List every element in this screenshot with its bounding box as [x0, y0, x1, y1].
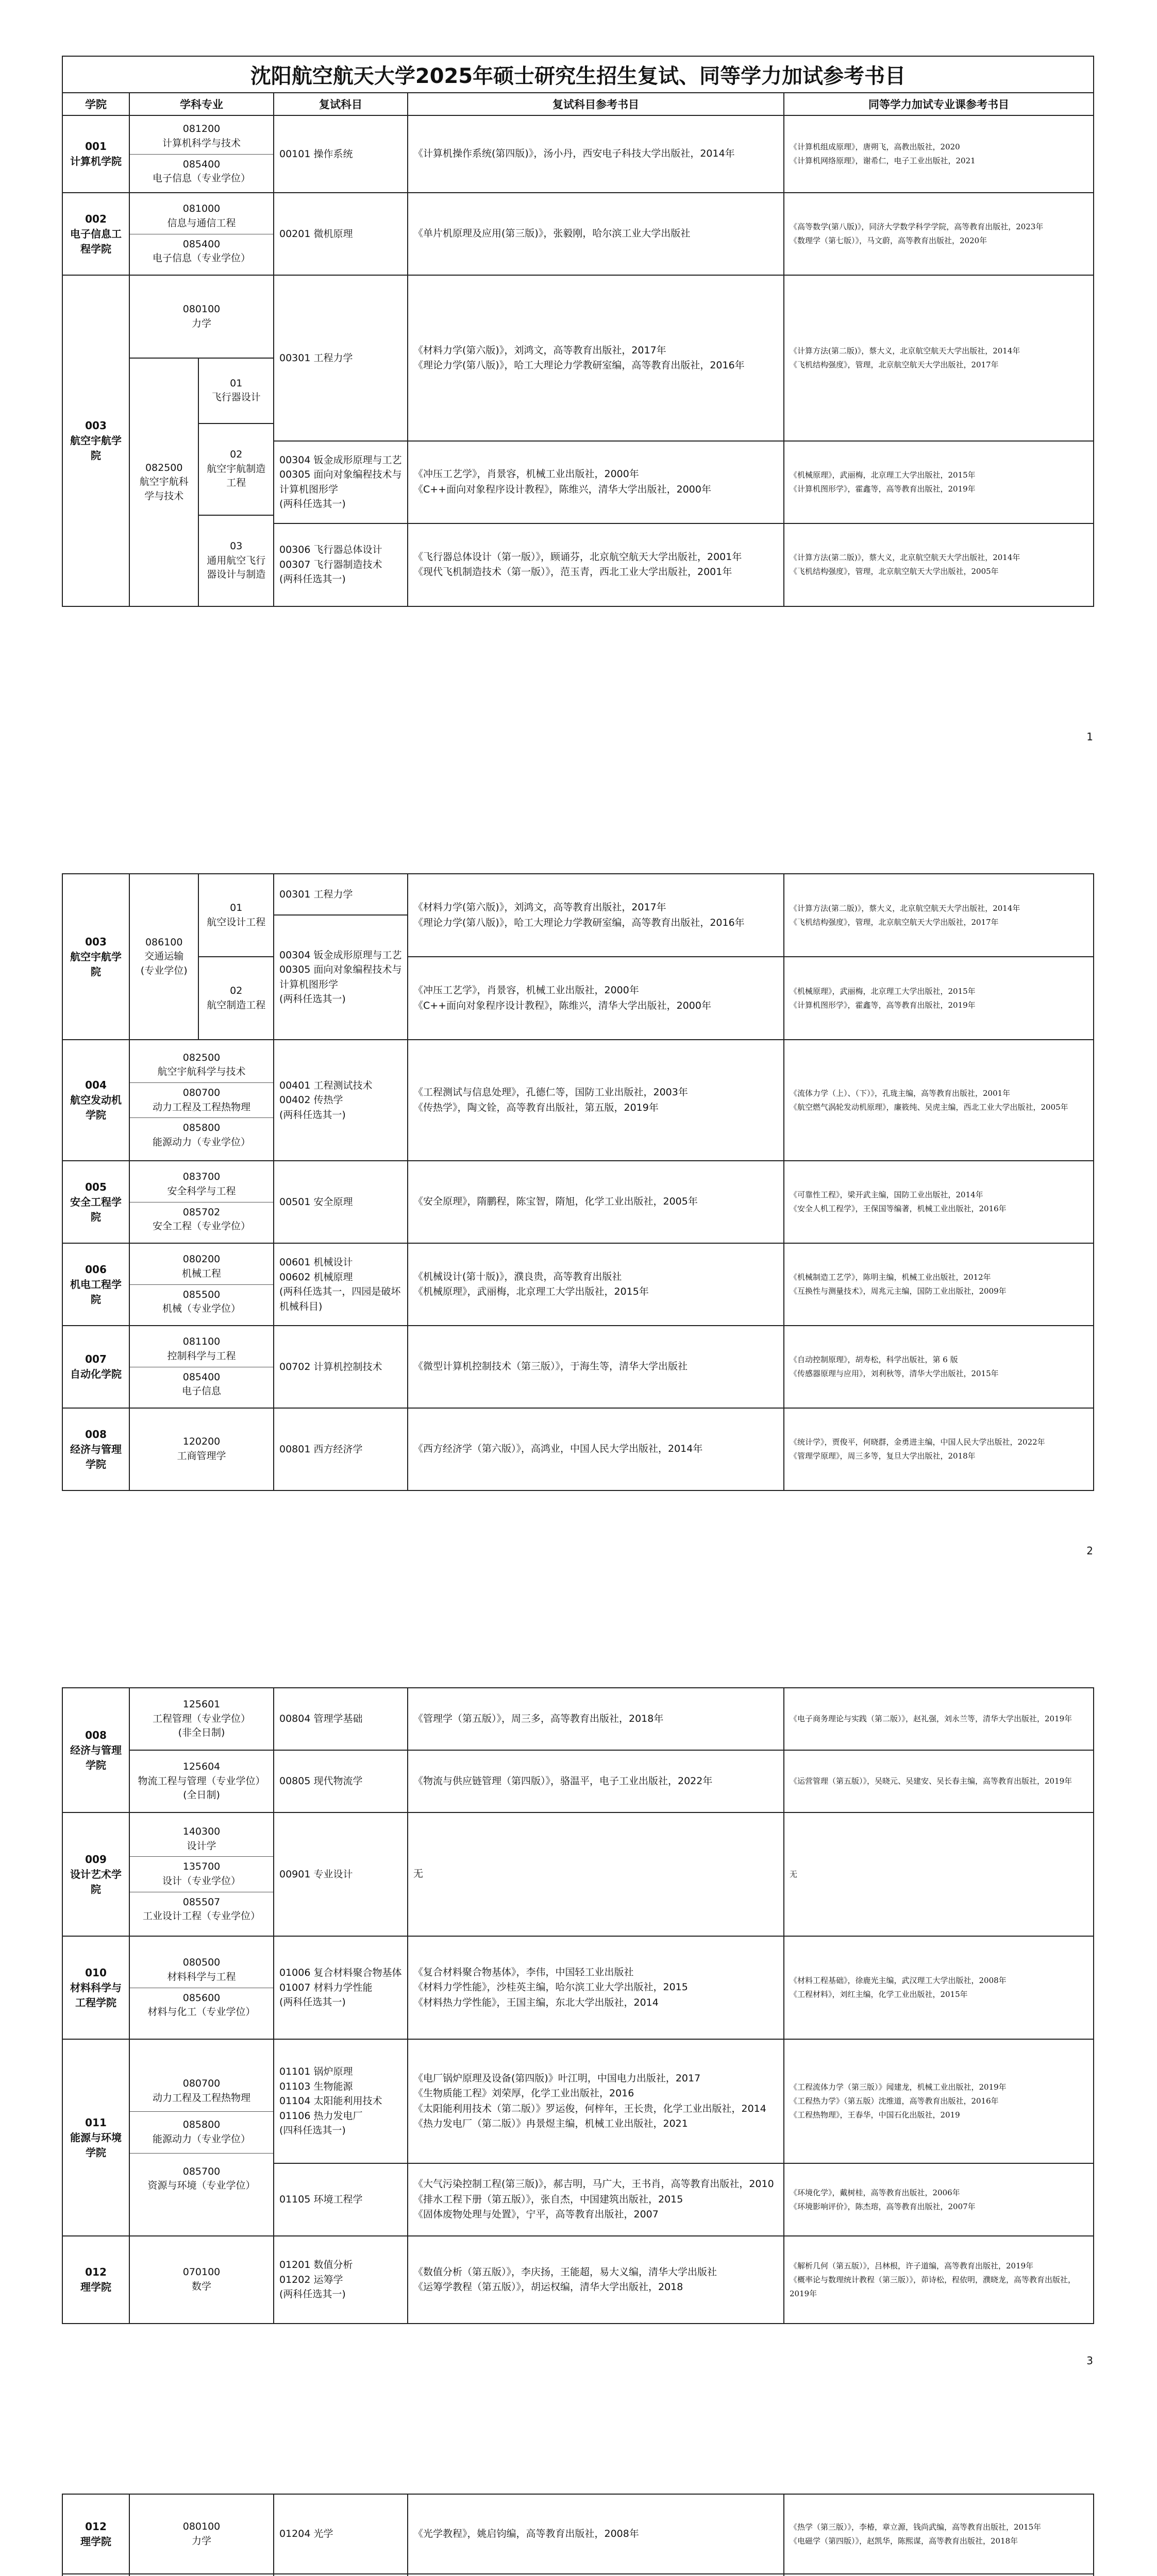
ref-cell: 《计算机组成原理》，唐朔飞，高教出版社，2020 《计算机网络原理》，谢希仁，电子工业出版社，2021: [784, 115, 1094, 193]
books-cell: 《安全原理》，隋鹏程，陈宝智，隋旭，化学工业出版社，2005年: [408, 1161, 784, 1243]
major-item: 082500 航空宇航科学与技术: [130, 1048, 273, 1083]
page-number: 1: [1086, 731, 1093, 743]
subject-cell: 00901 专业设计: [274, 1812, 408, 1936]
page-4: [62, 2494, 1093, 2576]
major-cell: 120200 工商管理学: [129, 1408, 274, 1490]
table-page-3: [62, 1687, 1094, 2324]
subject-item: 00306 飞行器总体设计 00307 飞行器制造技术 (两科任选其一): [279, 544, 382, 585]
subject-cell: [274, 2574, 408, 2576]
college-cell: [62, 2574, 129, 2576]
major-cell: [129, 275, 274, 606]
college-cell: 007 自动化学院: [62, 1326, 129, 1408]
page-title: 沈阳航空航天大学2025年硕士研究生招生复试、同等学力加试参考书目: [62, 56, 1094, 93]
books-cell: [408, 2574, 784, 2576]
subject-cell: 01201 数值分析 01202 运筹学 (两科任选其一): [274, 2236, 408, 2324]
major-cell: [129, 1040, 274, 1161]
major-cell: [129, 1812, 274, 1936]
major-item: 085400 电子信息: [181, 1371, 221, 1397]
subject-cell: 00101 操作系统: [274, 115, 408, 193]
page-number: 2: [1086, 1545, 1093, 1557]
major-cell: 080100 力学: [129, 2494, 274, 2574]
books-cell: 《数值分析（第五版）》，李庆扬，王能超，易大义编，清华大学出版社 《运筹学教程（第五版）》，胡运权编，清华大学出版社，2018: [408, 2236, 784, 2324]
college-cell: 006 机电工程学院: [62, 1243, 129, 1326]
major-item: 081000 信息与通信工程: [130, 199, 273, 234]
major-item: 085700 资源与环境（专业学位）: [147, 2165, 256, 2192]
header-ref: 同等学力加试专业课参考书目: [784, 93, 1094, 115]
major-cell: [129, 115, 274, 193]
major-item: 086100 交通运输 (专业学位): [130, 874, 198, 1039]
ref-item: 《环境化学》，戴树桂，高等教育出版社，2006年 《环境影响评价》，陈杰瑢，高等教育出版社，2007年: [790, 2188, 976, 2211]
books-cell: 《单片机原理及应用(第三版)》，张毅刚，哈尔滨工业大学出版社: [408, 193, 784, 275]
books-item: 《管理学（第五版）》，周三多，高等教育出版社，2018年: [408, 1688, 783, 1750]
ref-cell: 《自动控制原理》，胡寿松，科学出版社，第 6 版 《传感器原理与应用》，刘利秋等，清华大学出版社，2015年: [784, 1326, 1094, 1408]
ref-cell: 《材料工程基础》，徐鹿光主编，武汉理工大学出版社，2008年 《工程材料》，刘红主编，化学工业出版社，2015年: [784, 1936, 1094, 2039]
books-item: 《冲压工艺学》，肖景容，机械工业出版社，2000年 《C++面向对象程序设计教程》，陈维兴，清华大学出版社，2000年: [413, 985, 711, 1011]
ref-cell: 《高等数学(第八版)》，同济大学数学科学学院，高等教育出版社，2023年 《数理学（第七版）》，马文蔚，高等教育出版社，2020年: [784, 193, 1094, 275]
subject-cell: 00501 安全原理: [274, 1161, 408, 1243]
subject-cell: 00801 西方经济学: [274, 1408, 408, 1490]
subject-item: 00304 钣金成形原理与工艺 00305 面向对象编程技术与计算机图形学 (两科任选其一): [279, 949, 402, 1005]
college-cell: 005 安全工程学院: [62, 1161, 129, 1243]
books-item: 《材料力学(第六版)》，刘鸿文，高等教育出版社，2017年 《理论力学(第八版)》，哈工大理论力学教研室编，高等教育出版社，2016年: [408, 276, 783, 441]
direction-item: 01 航空设计工程: [199, 874, 273, 957]
major-cell: [129, 1326, 274, 1408]
ref-cell: 《解析几何（第五版）》，吕林根，许子道编，高等教育出版社，2019年 《概率论与数理统计教程（第三版）》，茆诗松，程依明，濮晓龙，高等教育出版社，2019年: [784, 2236, 1094, 2324]
college-cell: 004 航空发动机学院: [62, 1040, 129, 1161]
books-cell: 《机械设计(第十版)》，濮良贵，高等教育出版社 《机械原理》，武丽梅，北京理工大学出版社，2015年: [408, 1243, 784, 1326]
major-item: 082500 航空宇航科学与技术: [130, 358, 198, 606]
books-cell: 《微型计算机控制技术（第三版）》，于海生等，清华大学出版社: [408, 1326, 784, 1408]
major-item: 085702 安全工程（专业学位）: [152, 1206, 250, 1232]
major-item: 085800 能源动力（专业学位）: [152, 1122, 250, 1148]
college-cell: 012 理学院: [62, 2236, 129, 2324]
major-item: 085800 能源动力（专业学位）: [130, 2112, 273, 2153]
books-item: 《飞行器总体设计（第一版）》，顾诵芬，北京航空航天大学出版社，2001年 《现代飞机制造技术（第一版）》，范玉青，西北工业大学出版社，2001年: [413, 551, 742, 578]
major-item: 080200 机械工程: [130, 1249, 273, 1284]
page-3: [62, 1687, 1093, 2324]
college-cell: 003 航空宇航学院: [62, 874, 129, 1040]
college-cell: 010 材料科学与工程学院: [62, 1936, 129, 2039]
college-cell: 008 经济与管理学院: [62, 1688, 129, 1812]
page-number: 3: [1086, 2354, 1093, 2367]
ref-cell: [784, 874, 1094, 1040]
major-item: 083700 安全科学与工程: [130, 1167, 273, 1202]
books-cell: [408, 275, 784, 606]
college-cell: 009 设计艺术学院: [62, 1812, 129, 1936]
header-subject: 复试科目: [274, 93, 408, 115]
subject-item: 01101 锅炉原理 01103 生物能源 01104 太阳能利用技术 01106 热力发电厂 (四科任选其一): [274, 2040, 407, 2163]
major-item: 085400 电子信息（专业学位）: [152, 238, 250, 264]
subject-cell: [274, 1688, 408, 1812]
major-item: 125601 工程管理（专业学位） (非全日制): [130, 1688, 273, 1750]
header-major: 学科专业: [129, 93, 274, 115]
subject-cell: 00702 计算机控制技术: [274, 1326, 408, 1408]
books-cell: 《计算机操作系统(第四版)》，汤小丹，西安电子科技大学出版社，2014年: [408, 115, 784, 193]
page-2: [62, 873, 1093, 1491]
books-item: 《材料力学(第六版)》，刘鸿文，高等教育出版社，2017年 《理论力学(第八版)》，哈工大理论力学教研室编，高等教育出版社，2016年: [408, 874, 783, 957]
subject-cell: [274, 2039, 408, 2236]
ref-cell: [784, 275, 1094, 606]
major-cell: [129, 1243, 274, 1326]
major-item: 080100 力学: [130, 276, 273, 358]
ref-item: 《电子商务理论与实践（第二版）》，赵礼强，刘永兰等，清华大学出版社，2019年: [784, 1688, 1093, 1750]
subject-cell: 00601 机械设计 00602 机械原理 (两科任选其一，四园是破坏机械科目): [274, 1243, 408, 1326]
subject-item: 00804 管理学基础: [274, 1688, 407, 1750]
major-item: 135700 设计（专业学位）: [130, 1857, 273, 1892]
books-cell: [408, 1688, 784, 1812]
subject-item: 00805 现代物流学: [279, 1775, 363, 1787]
ref-cell: [784, 2039, 1094, 2236]
table-page-4: [62, 2494, 1094, 2576]
books-cell: [408, 874, 784, 1040]
major-cell: [129, 874, 274, 1040]
books-cell: 《复合材料聚合物基体》，李伟，中国轻工业出版社 《材料力学性能》，沙桂英主编，哈尔滨工业大学出版社，2015 《材料热力学性能》，王国主编，东北大学出版社，2014: [408, 1936, 784, 2039]
page-1: [62, 56, 1093, 607]
college-cell: 001 计算机学院: [62, 115, 129, 193]
college-cell: 012 理学院: [62, 2494, 129, 2574]
ref-cell: 《可靠性工程》，梁开武主编，国防工业出版社，2014年 《安全人机工程学》，王保国等编著，机械工业出版社，2016年: [784, 1161, 1094, 1243]
subject-item: 00301 工程力学: [274, 874, 407, 915]
ref-item: 《计算方法(第二版)》，蔡大义，北京航空航天大学出版社，2014年 《飞机结构强度》，管理，北京航空航天大学出版社，2005年: [790, 553, 1020, 576]
books-item: 《电厂锅炉原理及设备(第四版)》叶江明，中国电力出版社，2017 《生物质能工程》刘荣厚，化学工业出版社，2016 《太阳能利用技术（第二版）》罗运俊，何梓年，王长贵，化学工业出版社，2014 《热力发电厂（第二版）》冉景煜主编，机械工业出版社，2021: [408, 2040, 783, 2163]
college-cell: 002 电子信息工程学院: [62, 193, 129, 275]
subject-cell: [274, 275, 408, 606]
major-cell: [129, 2039, 274, 2236]
major-item: 125604 物流工程与管理（专业学位） (全日制): [138, 1761, 265, 1801]
major-item: 080500 材料科学与工程: [130, 1953, 273, 1988]
major-item: 080700 动力工程及工程热物理: [130, 2071, 273, 2112]
ref-item: 《机械原理》，武丽梅，北京理工大学出版社，2015年 《计算机图形学》，霍鑫等，高等教育出版社，2019年: [790, 986, 976, 1010]
header-college: 学院: [62, 93, 129, 115]
subject-item: 00304 钣金成形原理与工艺 00305 面向对象编程技术与计算机图形学 (两科任选其一): [274, 441, 407, 523]
ref-cell: 《机械制造工艺学》，陈明主编，机械工业出版社，2012年 《互换性与测量技术》，周兆元主编，国防工业出版社，2009年: [784, 1243, 1094, 1326]
ref-cell: 《流体力学（上）、（下）》，孔珑主编，高等教育出版社，2001年 《航空燃气涡轮发动机原理》，廉筱纯、吴虎主编，西北工业大学出版社，2005年: [784, 1040, 1094, 1161]
ref-cell: 《统计学》，贾俊平，何晓群，金勇进主编，中国人民大学出版社，2022年 《管理学原理》，周三多等，复旦大学出版社，2018年: [784, 1408, 1094, 1490]
major-cell: [129, 193, 274, 275]
college-cell: 003 航空宇航学院: [62, 275, 129, 606]
major-item: 081200 计算机科学与技术: [130, 119, 273, 154]
subject-cell: 00201 微机原理: [274, 193, 408, 275]
subject-item: 00301 工程力学: [274, 276, 407, 441]
ref-item: 《计算方法(第二版)》，蔡大义，北京航空航天大学出版社，2014年 《飞机结构强度》，管理，北京航空航天大学出版社，2017年: [784, 874, 1093, 957]
direction-item: 03 通用航空飞行器设计与制造: [207, 540, 266, 581]
major-item: 080700 动力工程及工程热物理: [130, 1083, 273, 1118]
major-cell: [129, 1688, 274, 1812]
ref-cell: [784, 1688, 1094, 1812]
books-item: 《冲压工艺学》，肖景容，机械工业出版社，2000年 《C++面向对象程序设计教程》，陈维兴，清华大学出版社，2000年: [408, 441, 783, 523]
direction-item: 02 航空宇航制造工程: [199, 423, 273, 515]
books-cell: 《西方经济学（第六版）》，高鸿业，中国人民大学出版社，2014年: [408, 1408, 784, 1490]
ref-cell: 《热学（第三版）》，李椿，章立源，钱尚武编，高等教育出版社，2015年 《电磁学（第四版）》，赵凯华，陈熙谋，高等教育出版社，2018年: [784, 2494, 1094, 2574]
subject-cell: 01006 复合材料聚合物基体 01007 材料力学性能 (两科任选其一): [274, 1936, 408, 2039]
ref-item: 《机械原理》，武丽梅，北京理工大学出版社，2015年 《计算机图形学》，霍鑫等，高等教育出版社，2019年: [784, 441, 1093, 523]
direction-item: 01 飞行器设计: [199, 359, 273, 423]
books-cell: 《工程测试与信息处理》，孔德仁等，国防工业出版社，2003年 《传热学》，陶文铨，高等教育出版社，第五版，2019年: [408, 1040, 784, 1161]
major-cell: 070100 数学: [129, 2236, 274, 2324]
books-cell: 无: [408, 1812, 784, 1936]
major-item: 140300 设计学: [130, 1822, 273, 1857]
major-cell: [129, 2574, 274, 2576]
major-item: 085600 材料与化工（专业学位）: [147, 1992, 256, 2018]
ref-item: 《运营管理（第五版）》，吴晓元、吴建安、吴长春主编，高等教育出版社，2019年: [790, 1776, 1072, 1786]
books-item: 《大气污染控制工程(第三版)》，郝吉明，马广大，王书肖，高等教育出版社，2010 《排水工程下册（第五版）》，张自杰，中国建筑出版社，2015 《固体废物处理与处置》，宁平，高等教育出版社，2007: [413, 2178, 774, 2221]
header-books: 复试科目参考书目: [408, 93, 784, 115]
major-item: 085400 电子信息（专业学位）: [152, 158, 250, 184]
subject-cell: 00401 工程测试技术 00402 传热学 (两科任选其一): [274, 1040, 408, 1161]
books-cell: 《光学教程》，姚启钧编，高等教育出版社，2008年: [408, 2494, 784, 2574]
ref-item: 《计算方法(第二版)》，蔡大义，北京航空航天大学出版社，2014年 《飞机结构强度》，管理，北京航空航天大学出版社，2017年: [784, 276, 1093, 441]
major-item: 081100 控制科学与工程: [130, 1332, 273, 1367]
subject-item: 01105 环境工程学: [279, 2194, 363, 2206]
college-cell: 011 能源与环境学院: [62, 2039, 129, 2236]
ref-cell: 无: [784, 1812, 1094, 1936]
major-item: 085507 工业设计工程（专业学位）: [142, 1896, 260, 1922]
major-cell: [129, 1936, 274, 2039]
books-item: 《物流与供应链管理（第四版）》，骆温平，电子工业出版社，2022年: [413, 1775, 713, 1787]
subject-cell: 01204 光学: [274, 2494, 408, 2574]
college-cell: 008 经济与管理学院: [62, 1408, 129, 1490]
subject-cell: [274, 874, 408, 1040]
ref-cell: [784, 2574, 1094, 2576]
books-cell: [408, 2039, 784, 2236]
ref-item: 《工程流体力学（第三版）》闻建龙，机械工业出版社，2019年 《工程热力学》（第五版）沈维道，高等教育出版社，2016年 《工程热物理》，王春华，中国石化出版社，2019: [784, 2040, 1093, 2163]
table-page-1: [62, 56, 1094, 607]
table-page-2: [62, 873, 1094, 1491]
major-item: 085500 机械（专业学位）: [162, 1289, 241, 1315]
major-cell: [129, 1161, 274, 1243]
direction-item: 02 航空制造工程: [207, 985, 266, 1011]
